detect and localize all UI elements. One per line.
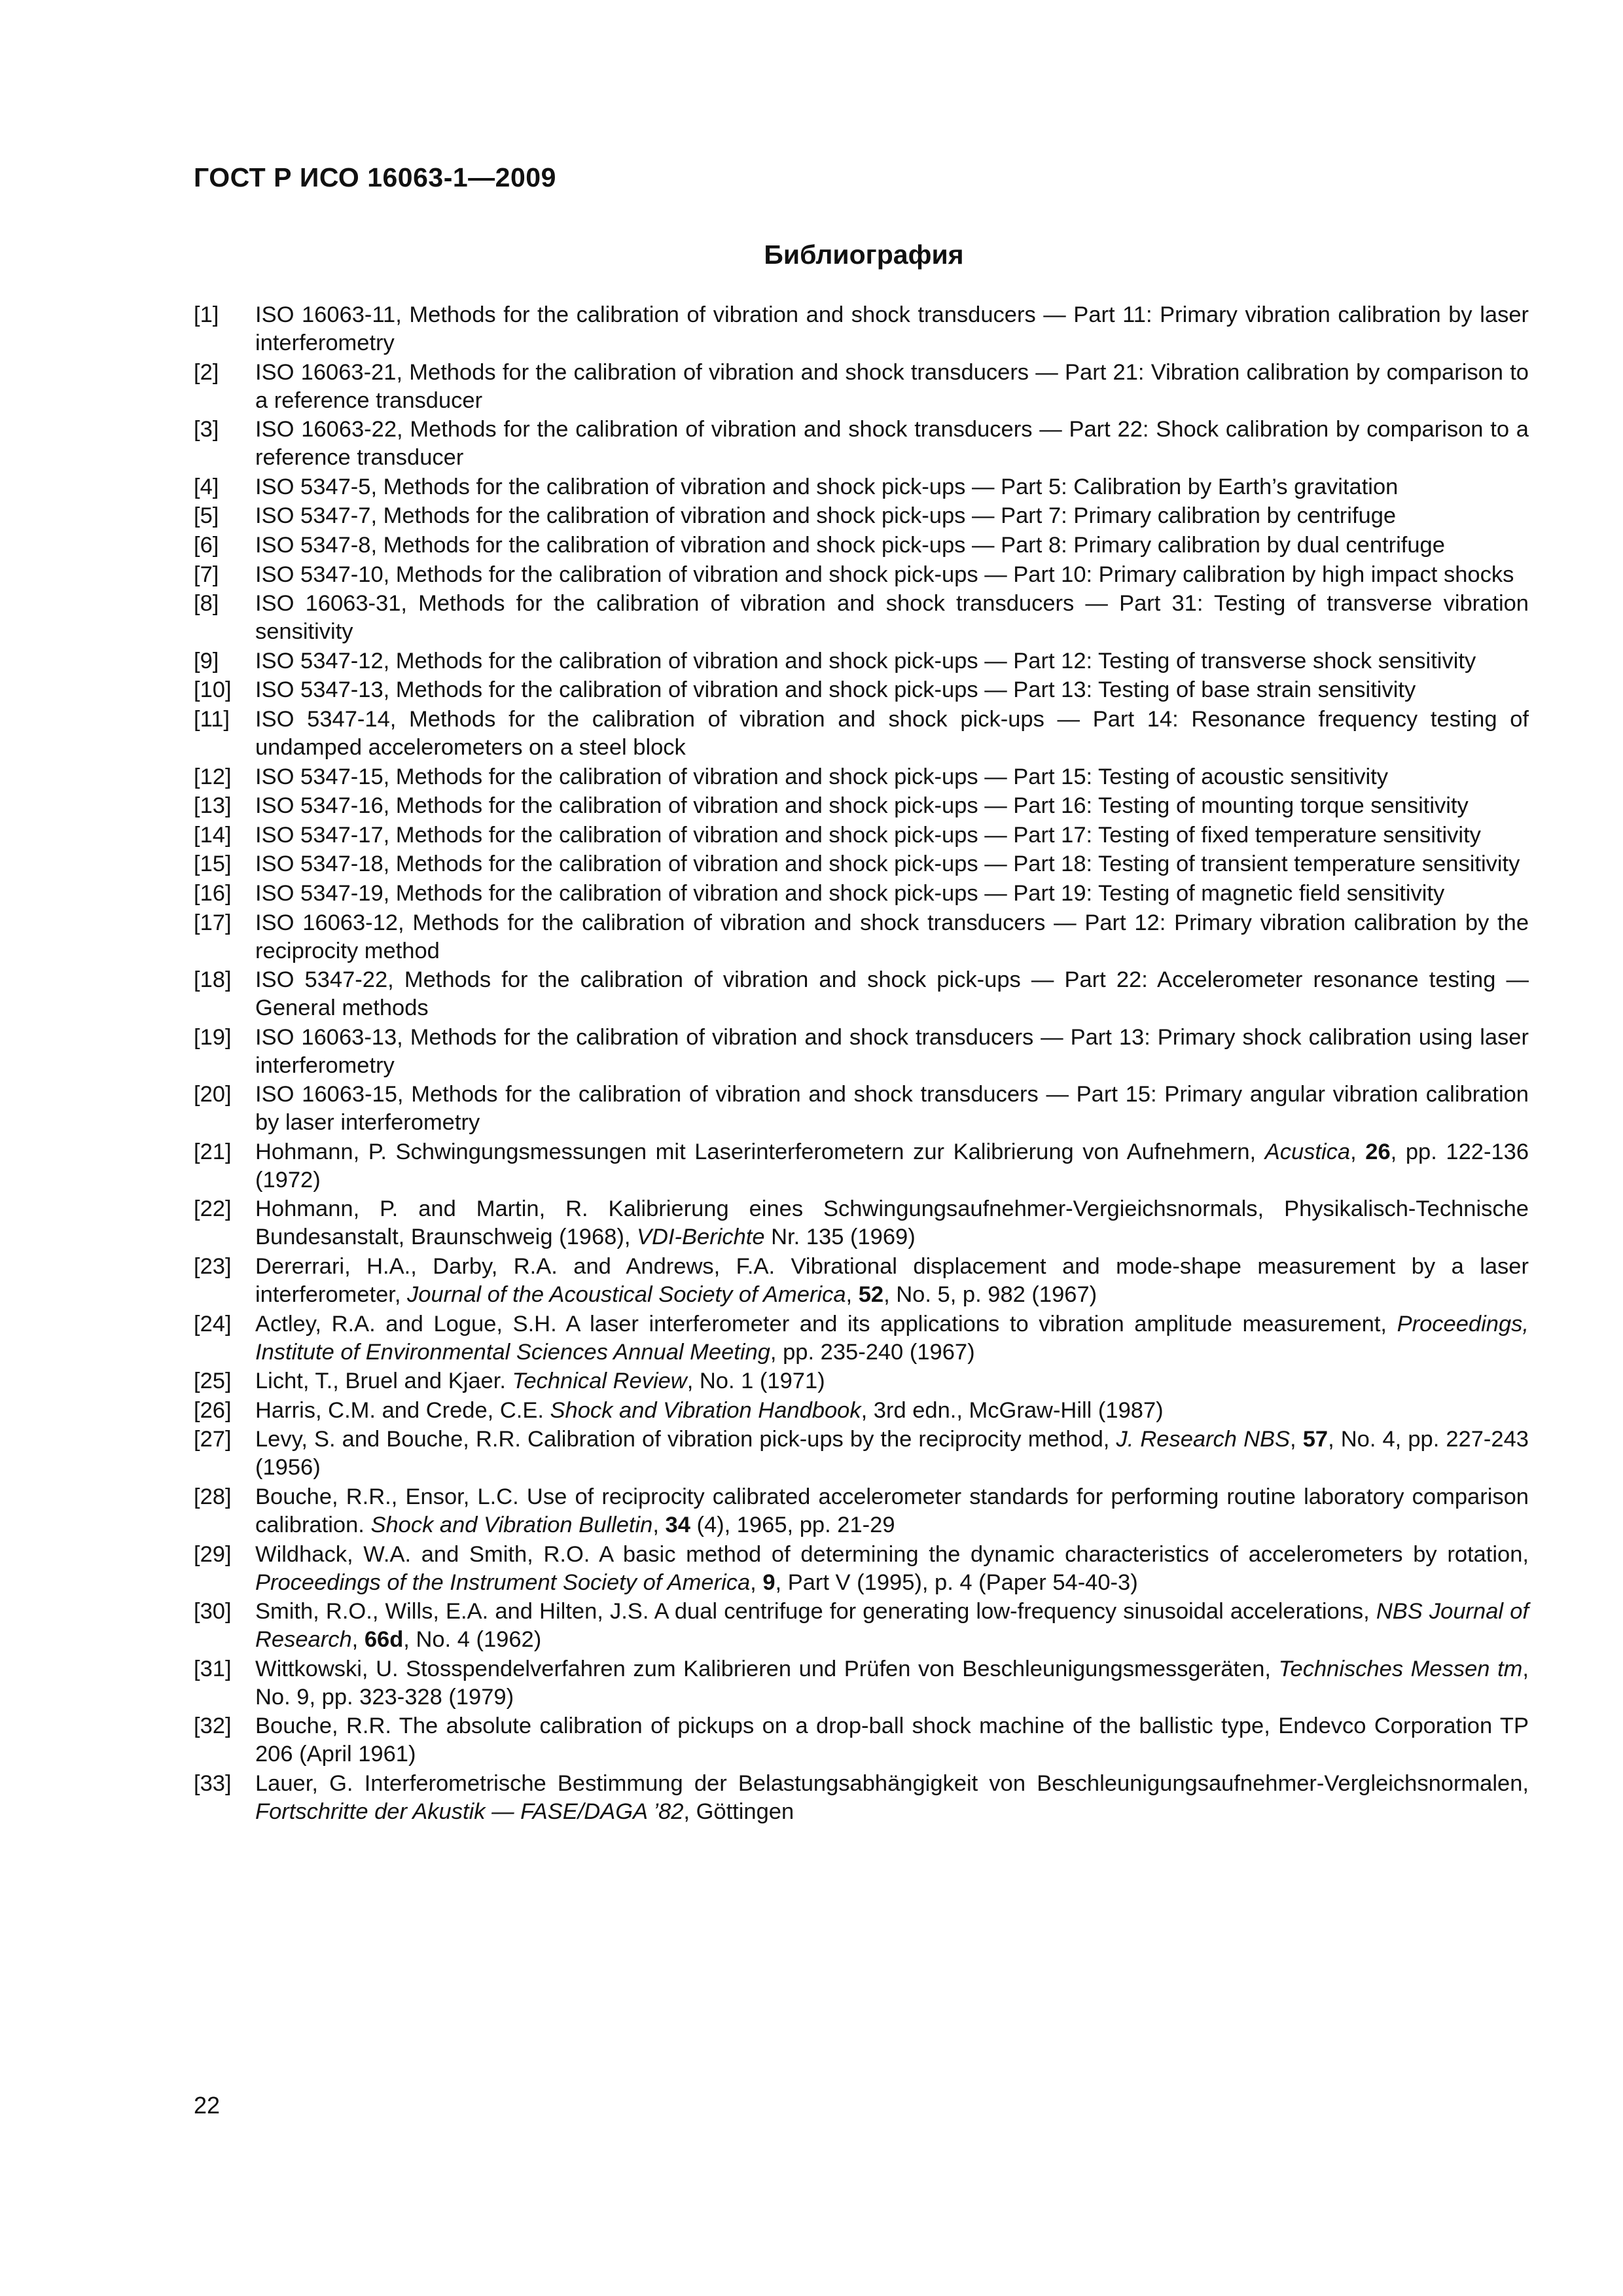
reference-text: Wildhack, W.A. and Smith, R.O. A basic method of determining the dynamic characteristics of accelerometers by rotation, Proceedings of the Instrument Society of America, 9, Part V (1995), p. 4 (Paper 54-40-3): [255, 1541, 1529, 1595]
reference-number: [31]: [194, 1656, 232, 1681]
reference-entry: [194, 531, 1529, 560]
reference-number: [33]: [194, 1771, 232, 1796]
reference-text: Smith, R.O., Wills, E.A. and Hilten, J.S. A dual centrifuge for generating low-frequency sinusoidal accelerations, NBS Journal of Research, 66d, No. 4 (1962): [255, 1599, 1529, 1653]
reference-text: Dererrari, H.A., Darby, R.A. and Andrews, F.A. Vibrational displacement and mode-shape measurement by a laser interferometer, Journal of the Acoustical Society of America, 52, No. 5, p. 982 (1967): [255, 1254, 1529, 1308]
reference-number: [16]: [194, 880, 232, 906]
reference-text: ISO 16063-21, Methods for the calibration of vibration and shock transducers — Part 21: Vibration calibration by comparison to a reference transducer: [255, 359, 1529, 413]
reference-number: [28]: [194, 1484, 232, 1510]
reference-entry: [194, 1712, 1529, 1768]
reference-entry: [194, 880, 1529, 908]
reference-entry: [194, 850, 1529, 878]
page-number: 22: [194, 2092, 221, 2119]
reference-text: ISO 16063-22, Methods for the calibration of vibration and shock transducers — Part 22: Shock calibration by comparison to a reference transducer: [255, 417, 1529, 471]
reference-text: ISO 16063-31, Methods for the calibration of vibration and shock transducers — Part 31: Testing of transverse vibration sensitivity: [255, 591, 1529, 645]
reference-text: ISO 5347-22, Methods for the calibration of vibration and shock pick-ups — Part 22: Accelerometer resonance testing — General methods: [255, 967, 1529, 1021]
reference-entry: [194, 1138, 1529, 1194]
reference-text: ISO 16063-11, Methods for the calibration of vibration and shock transducers — Part 11: Primary vibration calibration by laser interferometry: [255, 302, 1529, 355]
reference-entry: [194, 1541, 1529, 1597]
reference-entry: [194, 676, 1529, 704]
reference-number: [10]: [194, 677, 232, 703]
reference-entry: [194, 706, 1529, 762]
reference-entry: [194, 590, 1529, 646]
reference-entry: [194, 1081, 1529, 1137]
reference-text: ISO 5347-16, Methods for the calibration of vibration and shock pick-ups — Part 16: Testing of mounting torque sensitivity: [255, 793, 1469, 819]
reference-entry: [194, 416, 1529, 472]
reference-number: [25]: [194, 1369, 232, 1394]
reference-text: ISO 5347-7, Methods for the calibration of vibration and shock pick-ups — Part 7: Primary calibration by centrifuge: [255, 503, 1397, 529]
reference-text: ISO 16063-12, Methods for the calibration of vibration and shock transducers — Part 12: Primary vibration calibration by the reciprocity method: [255, 910, 1529, 963]
reference-entry: [194, 1483, 1529, 1539]
reference-text: ISO 5347-5, Methods for the calibration of vibration and shock pick-ups — Part 5: Calibration by Earth’s gravitation: [255, 474, 1399, 499]
reference-entry: [194, 1598, 1529, 1654]
reference-number: [26]: [194, 1397, 232, 1423]
reference-text: Harris, C.M. and Crede, C.E. Shock and Vibration Handbook, 3rd edn., McGraw-Hill (1987): [255, 1397, 1164, 1423]
reference-number: [3]: [194, 417, 219, 442]
reference-text: ISO 16063-13, Methods for the calibration of vibration and shock transducers — Part 13: Primary shock calibration using laser interferometry: [255, 1024, 1529, 1078]
reference-text: Bouche, R.R. The absolute calibration of pickups on a drop-ball shock machine of the ballistic type, Endevco Corporation TP 206 (April 1961): [255, 1713, 1529, 1767]
reference-entry: [194, 561, 1529, 589]
reference-entry: [194, 1367, 1529, 1395]
reference-entry: [194, 909, 1529, 965]
reference-entry: [194, 647, 1529, 675]
reference-entry: [194, 1397, 1529, 1425]
reference-entry: [194, 359, 1529, 415]
reference-text: ISO 5347-12, Methods for the calibration of vibration and shock pick-ups — Part 12: Testing of transverse shock sensitivity: [255, 648, 1476, 673]
reference-entry: [194, 1024, 1529, 1080]
reference-number: [14]: [194, 822, 232, 848]
reference-entry: [194, 763, 1529, 791]
reference-number: [21]: [194, 1139, 232, 1164]
reference-entry: [194, 1253, 1529, 1309]
reference-number: [12]: [194, 764, 232, 789]
reference-number: [13]: [194, 793, 232, 819]
bibliography-title: Библиография: [764, 240, 964, 270]
reference-number: [32]: [194, 1713, 232, 1739]
reference-text: ISO 5347-15, Methods for the calibration of vibration and shock pick-ups — Part 15: Testing of acoustic sensitivity: [255, 764, 1388, 789]
reference-entry: [194, 1310, 1529, 1367]
reference-text: Lauer, G. Interferometrische Bestimmung der Belastungsabhängigkeit von Beschleunigungsaufnehmer-Vergleichsnormalen, Fortschritte der Akustik — FASE/DAGA ’82, Göttingen: [255, 1771, 1529, 1824]
reference-text: ISO 5347-18, Methods for the calibration of vibration and shock pick-ups — Part 18: Testing of transient temperature sensitivity: [255, 852, 1520, 877]
reference-number: [7]: [194, 562, 219, 587]
reference-list: [194, 301, 1529, 1827]
reference-entry: [194, 821, 1529, 850]
reference-number: [29]: [194, 1541, 232, 1567]
reference-text: Hohmann, P. and Martin, R. Kalibrierung eines Schwingungsaufnehmer-Vergieichsnormals, Physikalisch-Technische Bundesanstalt, Braunschweig (1968), VDI-Berichte Nr. 135 (1969): [255, 1196, 1529, 1250]
reference-text: ISO 5347-14, Methods for the calibration of vibration and shock pick-ups — Part 14: Resonance frequency testing of undamped accelerometers on a steel block: [255, 706, 1529, 760]
reference-number: [1]: [194, 302, 219, 327]
reference-text: Wittkowski, U. Stosspendelverfahren zum Kalibrieren und Prüfen von Beschleunigungsmessgeräten, Technisches Messen tm, No. 9, pp. 323-328 (1979): [255, 1656, 1529, 1710]
reference-text: ISO 5347-17, Methods for the calibration of vibration and shock pick-ups — Part 17: Testing of fixed temperature sensitivity: [255, 822, 1481, 848]
reference-text: ISO 5347-19, Methods for the calibration of vibration and shock pick-ups — Part 19: Testing of magnetic field sensitivity: [255, 880, 1445, 906]
reference-number: [2]: [194, 359, 219, 385]
reference-text: ISO 5347-10, Methods for the calibration of vibration and shock pick-ups — Part 10: Primary calibration by high impact shocks: [255, 562, 1514, 587]
reference-entry: [194, 1655, 1529, 1712]
reference-number: [27]: [194, 1427, 232, 1452]
reference-entry: [194, 792, 1529, 820]
reference-text: Levy, S. and Bouche, R.R. Calibration of vibration pick-ups by the reciprocity method, J. Research NBS, 57, No. 4, pp. 227-243 (1956): [255, 1427, 1529, 1480]
reference-entry: [194, 1770, 1529, 1826]
reference-number: [9]: [194, 648, 219, 673]
reference-number: [5]: [194, 503, 219, 529]
reference-number: [23]: [194, 1254, 232, 1280]
reference-entry: [194, 1426, 1529, 1482]
reference-text: Actley, R.A. and Logue, S.H. A laser interferometer and its applications to vibration amplitude measurement, Proceedings, Institute of Environmental Sciences Annual Meeting, pp. 235-240 (1967): [255, 1311, 1529, 1365]
reference-number: [15]: [194, 852, 232, 877]
reference-entry: [194, 473, 1529, 501]
reference-number: [30]: [194, 1599, 232, 1624]
reference-text: Bouche, R.R., Ensor, L.C. Use of reciprocity calibrated accelerometer standards for performing routine laboratory comparison calibration. Shock and Vibration Bulletin, 34 (4), 1965, pp. 21-29: [255, 1484, 1529, 1538]
reference-entry: [194, 1195, 1529, 1251]
reference-number: [17]: [194, 910, 232, 935]
reference-number: [11]: [194, 706, 230, 732]
reference-entry: [194, 301, 1529, 357]
document-standard-header: ГОСТ Р ИСО 16063-1—2009: [194, 162, 556, 192]
reference-number: [20]: [194, 1082, 232, 1107]
reference-entry: [194, 502, 1529, 530]
reference-entry: [194, 966, 1529, 1022]
reference-text: ISO 5347-8, Methods for the calibration of vibration and shock pick-ups — Part 8: Primary calibration by dual centrifuge: [255, 532, 1445, 558]
reference-text: Licht, T., Bruel and Kjaer. Technical Review, No. 1 (1971): [255, 1369, 825, 1394]
reference-number: [19]: [194, 1024, 232, 1050]
reference-number: [4]: [194, 474, 219, 499]
reference-number: [18]: [194, 967, 232, 993]
reference-number: [8]: [194, 591, 219, 617]
reference-text: Hohmann, P. Schwingungsmessungen mit Laserinterferometern zur Kalibrierung von Aufnehmern, Acustica, 26, pp. 122-136 (1972): [255, 1139, 1529, 1193]
reference-number: [24]: [194, 1311, 232, 1336]
reference-number: [6]: [194, 532, 219, 558]
reference-text: ISO 5347-13, Methods for the calibration of vibration and shock pick-ups — Part 13: Testing of base strain sensitivity: [255, 677, 1416, 703]
reference-text: ISO 16063-15, Methods for the calibration of vibration and shock transducers — Part 15: Primary angular vibration calibration by laser interferometry: [255, 1082, 1529, 1136]
reference-number: [22]: [194, 1196, 232, 1222]
